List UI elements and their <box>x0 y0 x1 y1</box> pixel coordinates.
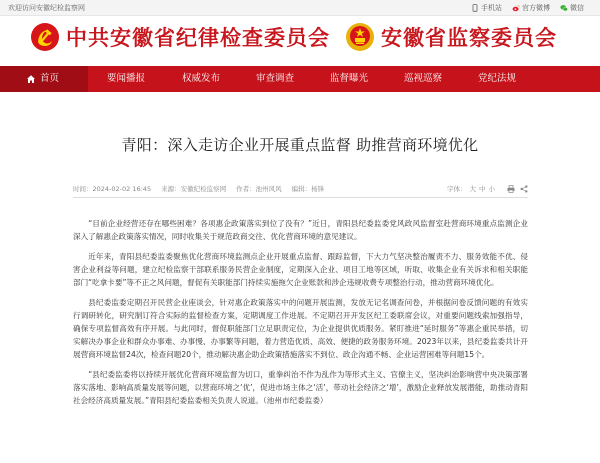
font-size-small[interactable]: 小 <box>488 185 495 193</box>
masthead <box>0 16 600 66</box>
nav-item-news[interactable]: 要闻播报 <box>106 73 145 84</box>
mobile-site-label: 手机站 <box>481 4 502 12</box>
wechat-link[interactable] <box>560 0 584 16</box>
supervision-title: 安徽省监察委员会 <box>381 25 557 50</box>
nav-item-regulations[interactable]: 党纪法规 <box>477 73 516 84</box>
nav-item-releases[interactable]: 权威发布 <box>181 73 220 84</box>
commission-title: 中共安徽省纪律检查委员会 <box>66 25 330 50</box>
nav-item-home[interactable] <box>0 66 88 92</box>
article-paragraph: “县纪委监委将以持续开展优化营商环境监督为切口，重拳纠治不作为乱作为等形式主义、官僚主义，坚决纠治影响营中央决策部署落实落地、影响高质量发展等问题，以营商环境之‘优’，促进市场主体之‘活’，带动社会经济之‘增’，激励企业释放发展潜能，助推动青阳社会经济高质量发展。”青阳县纪委监委相关负责人说道。（池州市纪委监委） <box>73 370 528 405</box>
article-meta <box>73 184 528 193</box>
font-size-switcher <box>447 184 495 193</box>
mobile-icon <box>471 4 479 12</box>
nav-item-exposure[interactable]: 监督曝光 <box>329 73 368 84</box>
weibo-label: 官方微博 <box>522 4 550 12</box>
home-icon <box>26 74 36 84</box>
article-title: 青阳：深入走访企业开展重点监督 助推营商环境优化 <box>121 136 479 154</box>
meta-divider <box>73 197 528 198</box>
masthead-left[interactable] <box>30 22 330 52</box>
font-size-label: 字体： <box>447 185 467 193</box>
font-size-large[interactable]: 大 <box>469 185 476 193</box>
article-paragraph: 近年来，青阳县纪委监委聚焦优化营商环境监测点企业开展重点监督、跟踪监督，下大力气坚决整治履责不力、服务效能不优、侵害企业利益等问题，建立纪检监察干部联系服务民营企业制度，定期深入企业、项目工地等区域，听取、收集企业有关诉求和相关职能部门“吃拿卡要”等不正之风问题，督促有关职能部门持续实施拖欠企业账款和涉企违规收费专项整治行动，推动营商环境优化。 <box>73 252 528 287</box>
party-emblem-icon <box>30 22 60 52</box>
weibo-link[interactable] <box>512 0 550 16</box>
national-emblem-icon <box>345 22 375 52</box>
welcome-text: 欢迎访问安徽纪检监察网 <box>8 4 85 12</box>
topbar-links <box>471 0 584 16</box>
wechat-label: 微信 <box>570 4 584 12</box>
share-icon[interactable] <box>520 185 528 193</box>
article <box>0 92 600 463</box>
article-editor: 编辑：杨锋 <box>291 185 325 193</box>
mobile-site-link[interactable] <box>471 0 502 16</box>
wechat-icon <box>560 4 568 12</box>
font-size-medium[interactable]: 中 <box>479 185 486 193</box>
weibo-icon <box>512 4 520 12</box>
print-icon[interactable] <box>507 185 515 193</box>
article-author: 作者：池州风风 <box>236 185 282 193</box>
article-body <box>73 217 528 414</box>
top-utility-bar <box>0 0 600 16</box>
article-paragraph: 县纪委监委定期召开民营企业座谈会，针对惠企政策落实中的问题开展监测，发放无记名调查问卷，并根据问卷反馈问题的有效实行调研转化，研究制订符合实际的监督检查方案，定期调度工作进展。不定期召开开发区纪工委联席会议，对重要问题线索加强指导，确保专项监督高效有序开展。与此同时，督促职能部门立足职责定位，为企业提供优质服务。紧盯推进“延时服务”等惠企重民举措，切实解决办事企业和群众办事难、办事慢、办事繁等问题，着力营造优质、高效、便捷的政务服务环境。2023年以来，县纪委监委共计开展营商环境监督24次，检查问题20个，推动解决惠企助企政策措施落实不到位、政企沟通不畅、企业运营困难等问题15个。 <box>73 298 528 359</box>
nav-home-label: 首页 <box>40 73 60 84</box>
article-source: 来源：安徽纪检监察网 <box>161 185 227 193</box>
article-tools <box>507 185 528 193</box>
publish-time: 时间：2024-02-02 16:45 <box>73 185 152 193</box>
nav-item-investigations[interactable]: 审查调查 <box>255 73 294 84</box>
masthead-right[interactable] <box>345 22 557 52</box>
article-paragraph: “目前企业经营还存在哪些困难？各项惠企政策落实到位了没有？”近日，青阳县纪委监委党风政风监督室赴营商环境重点监测企业深入了解惠企政策落实情况，同时收集关于规范政商交往、优化营商环境的意见建议。 <box>73 219 528 241</box>
nav-item-inspections[interactable]: 巡视巡察 <box>403 73 442 84</box>
main-nav <box>0 66 600 92</box>
